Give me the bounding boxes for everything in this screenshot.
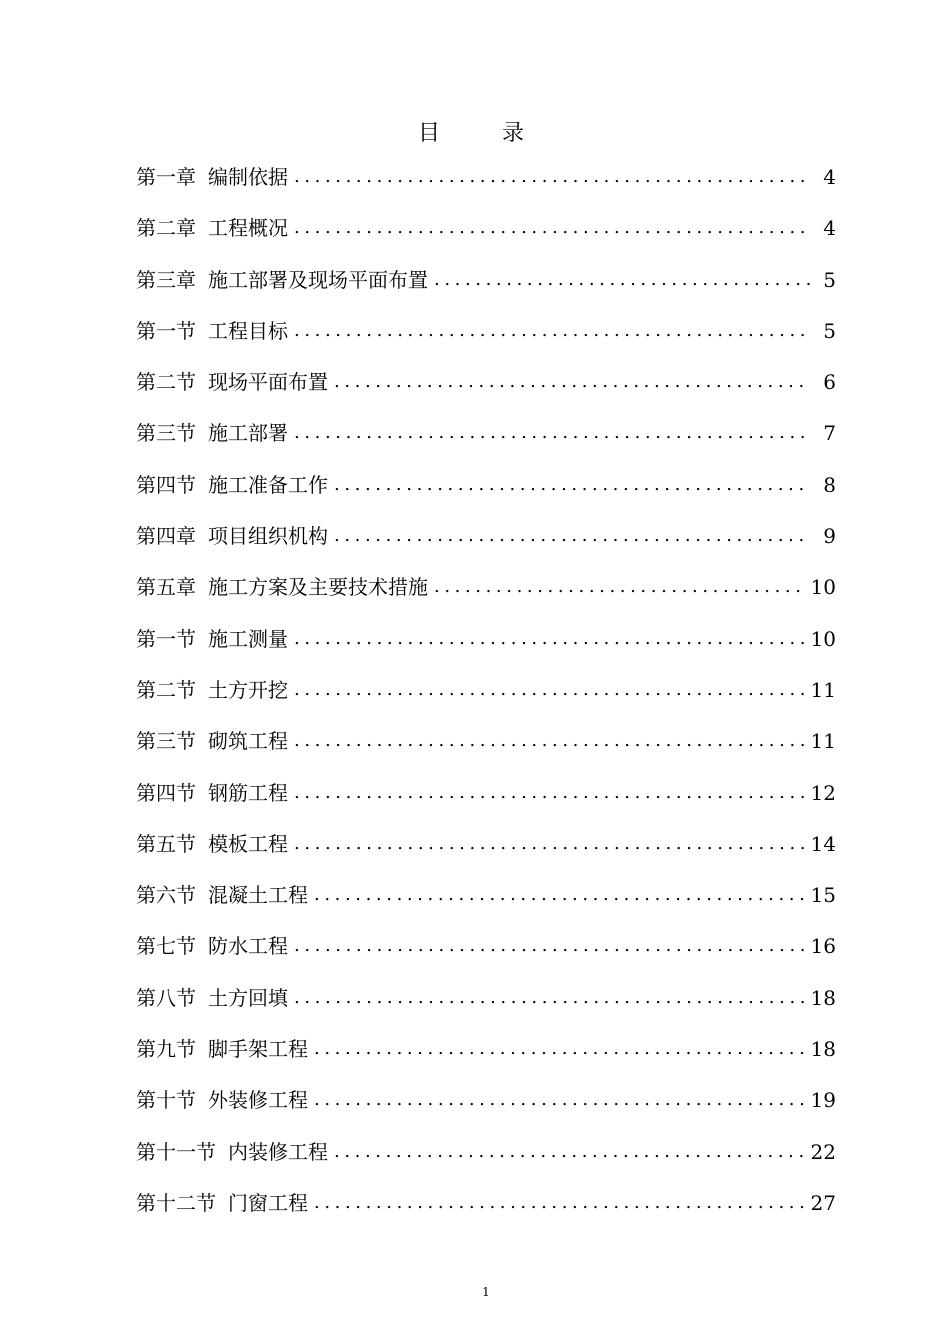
page-title: 目 录: [417, 121, 544, 146]
toc-entry-page: 4: [823, 216, 836, 241]
toc-entry-title: 混凝土工程: [208, 883, 308, 908]
toc-entry-page: 9: [823, 524, 836, 549]
toc-entry-page: 8: [823, 472, 836, 497]
toc-entry[interactable]: [136, 724, 836, 775]
toc-entry-title: 施工准备工作: [208, 472, 328, 497]
toc-entry-title: 钢筋工程: [208, 780, 288, 805]
toc-entry-title: 施工方案及主要技术措施: [208, 575, 428, 600]
toc-entry-number: 第四章: [136, 524, 196, 549]
toc-entry-number: 第二节: [136, 677, 196, 702]
toc-dot-leader: [294, 622, 807, 656]
toc-entry-number: 第十二节: [136, 1190, 216, 1215]
toc-entry-page: 11: [810, 677, 836, 702]
toc-entry-page: 18: [810, 985, 836, 1010]
toc-dot-leader: [314, 878, 807, 912]
toc-entry-title: 土方开挖: [208, 677, 288, 702]
toc-entry-title: 门窗工程: [228, 1190, 308, 1215]
toc-entry-number: 第六节: [136, 883, 196, 908]
toc-dot-leader: [294, 981, 807, 1015]
toc-dot-leader: [294, 314, 810, 348]
toc-dot-leader: [334, 468, 810, 502]
toc-entry-number: 第三节: [136, 421, 196, 446]
toc-entry-number: 第二章: [136, 216, 196, 241]
toc-entry[interactable]: [136, 878, 836, 929]
toc-entry-number: 第一章: [136, 165, 196, 189]
toc-entry-number: 第一节: [136, 318, 196, 343]
page-number: 1: [482, 1285, 490, 1299]
toc-entry-page: 6: [823, 370, 836, 395]
toc-entry[interactable]: [136, 1083, 836, 1134]
toc-entry[interactable]: [136, 314, 836, 365]
toc-entry-page: 7: [823, 421, 836, 446]
toc-entry-page: 14: [810, 831, 836, 856]
toc-entry-number: 第五节: [136, 831, 196, 856]
toc-entry-page: 22: [810, 1139, 836, 1164]
toc-entry-number: 第九节: [136, 1037, 196, 1062]
toc-entry-page: 27: [810, 1190, 836, 1215]
toc-entry[interactable]: [136, 1186, 836, 1237]
toc-dot-leader: [294, 160, 810, 194]
toc-dot-leader: [294, 211, 810, 245]
toc-entry-title: 编制依据: [208, 165, 288, 189]
toc-entry-page: 16: [810, 934, 836, 959]
toc-entry-page: 5: [823, 318, 836, 343]
toc-entry-page: 19: [810, 1088, 836, 1113]
toc-entry-number: 第七节: [136, 934, 196, 959]
toc-entry[interactable]: [136, 827, 836, 878]
toc-entry[interactable]: [136, 519, 836, 570]
toc-dot-leader: [294, 776, 807, 810]
toc-dot-leader: [434, 570, 807, 604]
toc-entry-number: 第二节: [136, 370, 196, 395]
toc-entry[interactable]: [136, 981, 836, 1032]
toc-dot-leader: [294, 673, 807, 707]
toc-entry-title: 项目组织机构: [208, 524, 328, 549]
toc-entry-page: 12: [810, 780, 836, 805]
toc-entry-title: 砌筑工程: [208, 729, 288, 754]
toc-entry-number: 第十一节: [136, 1139, 216, 1164]
toc-entry[interactable]: [136, 929, 836, 980]
toc-entry-number: 第一节: [136, 626, 196, 651]
table-of-contents: [136, 160, 836, 1237]
toc-entry[interactable]: [136, 570, 836, 621]
toc-dot-leader: [314, 1032, 807, 1066]
toc-entry-page: 10: [810, 626, 836, 651]
toc-entry-page: 4: [823, 165, 836, 189]
toc-entry[interactable]: [136, 1135, 836, 1186]
toc-entry-page: 11: [810, 729, 836, 754]
toc-dot-leader: [294, 416, 810, 450]
toc-dot-leader: [294, 929, 807, 963]
toc-entry-title: 内装修工程: [228, 1139, 328, 1164]
toc-entry-number: 第四节: [136, 472, 196, 497]
toc-entry-page: 18: [810, 1037, 836, 1062]
toc-entry[interactable]: [136, 263, 836, 314]
toc-entry-page: 15: [810, 883, 836, 908]
toc-dot-leader: [294, 827, 807, 861]
toc-entry-title: 施工部署: [208, 421, 288, 446]
toc-entry[interactable]: [136, 416, 836, 467]
toc-entry-number: 第十节: [136, 1088, 196, 1113]
toc-entry-title: 施工测量: [208, 626, 288, 651]
toc-entry[interactable]: [136, 776, 836, 827]
toc-entry-page: 5: [823, 267, 836, 292]
toc-entry-number: 第三节: [136, 729, 196, 754]
toc-entry-title: 模板工程: [208, 831, 288, 856]
toc-entry-number: 第五章: [136, 575, 196, 600]
toc-dot-leader: [334, 365, 810, 399]
toc-entry-title: 外装修工程: [208, 1088, 308, 1113]
toc-entry[interactable]: [136, 211, 836, 262]
toc-entry-page: 10: [810, 575, 836, 600]
toc-entry[interactable]: [136, 622, 836, 673]
toc-entry-title: 土方回填: [208, 985, 288, 1010]
toc-entry-title: 工程概况: [208, 216, 288, 241]
toc-entry-number: 第四节: [136, 780, 196, 805]
toc-entry-title: 施工部署及现场平面布置: [208, 267, 428, 292]
toc-dot-leader: [334, 1135, 807, 1169]
toc-entry[interactable]: [136, 365, 836, 416]
toc-dot-leader: [294, 724, 807, 758]
toc-dot-leader: [434, 263, 810, 297]
toc-entry-number: 第八节: [136, 985, 196, 1010]
toc-entry-title: 防水工程: [208, 934, 288, 959]
toc-entry-title: 工程目标: [208, 318, 288, 343]
toc-entry[interactable]: [136, 1032, 836, 1083]
toc-entry-number: 第三章: [136, 267, 196, 292]
toc-dot-leader: [314, 1083, 807, 1117]
toc-dot-leader: [314, 1186, 807, 1220]
toc-entry[interactable]: [136, 160, 836, 211]
toc-entry[interactable]: [136, 673, 836, 724]
toc-entry[interactable]: [136, 468, 836, 519]
toc-dot-leader: [334, 519, 810, 553]
toc-entry-title: 脚手架工程: [208, 1037, 308, 1062]
toc-entry-title: 现场平面布置: [208, 370, 328, 395]
